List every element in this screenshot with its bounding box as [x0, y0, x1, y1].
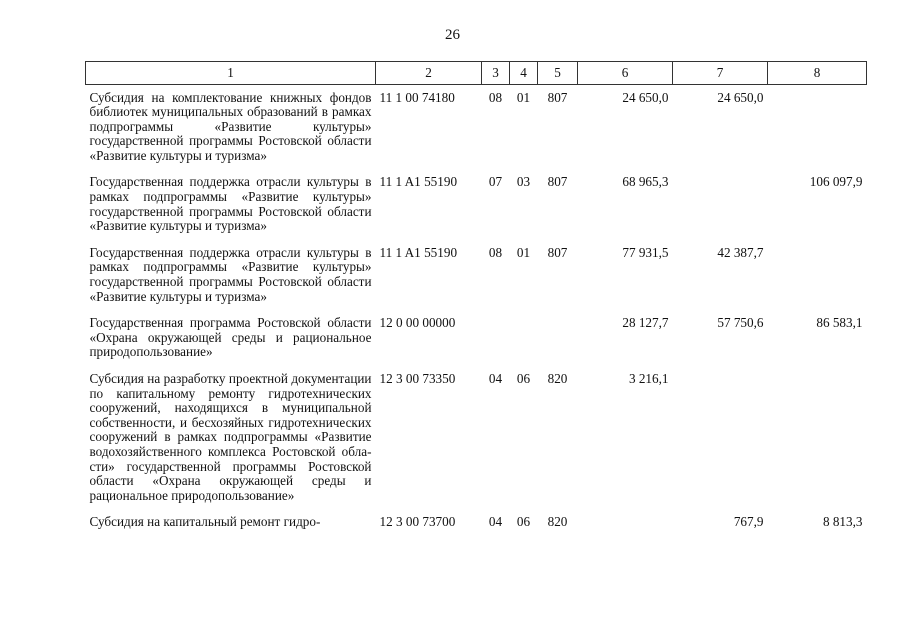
row-description: Государственная поддержка отрасли культуры в рамках подпрограммы «Развитие культуры» государственной программы Ростовской области «Развитие культуры и туризма»: [89, 174, 372, 234]
row-section: 04: [488, 514, 503, 530]
row-value-6: 24 650,0: [622, 89, 669, 105]
row-section: 08: [488, 244, 503, 260]
row-description: Субсидия на разработку проектной документации по капитальному ремонту гидротехнических сооружений, находящихся в муниципальной собственности, и бесхозяйных гидротехнических сооружений в рамках подпрограммы «Развитие водохозяйственного комплекса Ростовской области» государственной программы Ростовской области «Охрана окружающей среды и рациональное природопользование»: [89, 371, 372, 503]
row-subsection: [510, 316, 538, 372]
row-expense-type: 807: [547, 244, 568, 260]
row-subsection: 06: [516, 371, 531, 386]
row-value-8: [768, 372, 867, 515]
row-value-6: 77 931,5: [622, 244, 669, 260]
row-value-7: 24 650,0: [717, 89, 764, 105]
row-value-8: [768, 246, 867, 316]
row-value-7: 767,9: [733, 514, 764, 530]
row-value-8: 86 583,1: [816, 315, 863, 331]
row-section: [482, 316, 510, 372]
row-value-7: [673, 175, 768, 245]
row-target-code: 11 1 A1 55190: [379, 244, 458, 260]
row-section: 04: [488, 371, 503, 386]
row-expense-type: 807: [547, 174, 568, 190]
row-subsection: 06: [516, 514, 531, 530]
header-col-7: 7: [673, 62, 768, 85]
row-value-8: 106 097,9: [809, 174, 863, 190]
row-description: Субсидия на комплектование книжных фондов библиотек муниципальных образований в рамках подпрограммы «Развитие культуры» государственной программы Ростовской области «Развитие культуры и туризма»: [89, 89, 372, 163]
row-value-7: 42 387,7: [717, 244, 764, 260]
table-row: [86, 372, 867, 515]
header-col-6: 6: [578, 62, 673, 85]
row-value-8: 8 813,3: [822, 514, 863, 530]
row-description: Государственная программа Ростовской области «Охрана окружающей среды и рациональное природопользование»: [89, 315, 372, 360]
page-number: 26: [445, 27, 460, 43]
row-value-8: [768, 91, 867, 176]
table-row: [86, 515, 867, 542]
row-description: Субсидия на капитальный ремонт гидро-: [89, 514, 321, 530]
row-target-code: 11 1 00 74180: [379, 89, 455, 105]
row-description: Государственная поддержка отрасли культуры в рамках подпрограммы «Развитие культуры» государственной программы Ростовской области «Развитие культуры и туризма»: [89, 244, 372, 304]
row-target-code: 11 1 A1 55190: [379, 174, 458, 190]
budget-table: [85, 61, 867, 542]
row-value-6: 3 216,1: [628, 371, 669, 386]
row-expense-type: [538, 316, 578, 372]
row-expense-type: 820: [547, 371, 568, 386]
table-row: [86, 316, 867, 372]
row-target-code: 12 0 00 00000: [379, 315, 456, 331]
row-subsection: 03: [516, 174, 531, 190]
row-value-7: [673, 372, 768, 515]
table-row: [86, 246, 867, 316]
header-col-3: 3: [482, 62, 510, 85]
row-expense-type: 820: [547, 514, 568, 530]
row-section: 07: [488, 174, 503, 190]
row-value-6: 68 965,3: [622, 174, 669, 190]
row-value-6: 28 127,7: [622, 315, 669, 331]
row-value-6: [578, 515, 673, 542]
header-col-2: 2: [376, 62, 482, 85]
header-row: [86, 62, 867, 85]
header-col-1: 1: [86, 62, 376, 85]
header-col-8: 8: [768, 62, 867, 85]
row-value-7: 57 750,6: [717, 315, 764, 331]
table-row: [86, 175, 867, 245]
table-row: [86, 91, 867, 176]
row-subsection: 01: [516, 244, 531, 260]
row-section: 08: [488, 89, 503, 105]
header-col-4: 4: [510, 62, 538, 85]
header-col-5: 5: [538, 62, 578, 85]
row-subsection: 01: [516, 89, 531, 105]
row-expense-type: 807: [547, 89, 568, 105]
row-target-code: 12 3 00 73700: [379, 514, 456, 530]
row-target-code: 12 3 00 73350: [379, 371, 456, 386]
